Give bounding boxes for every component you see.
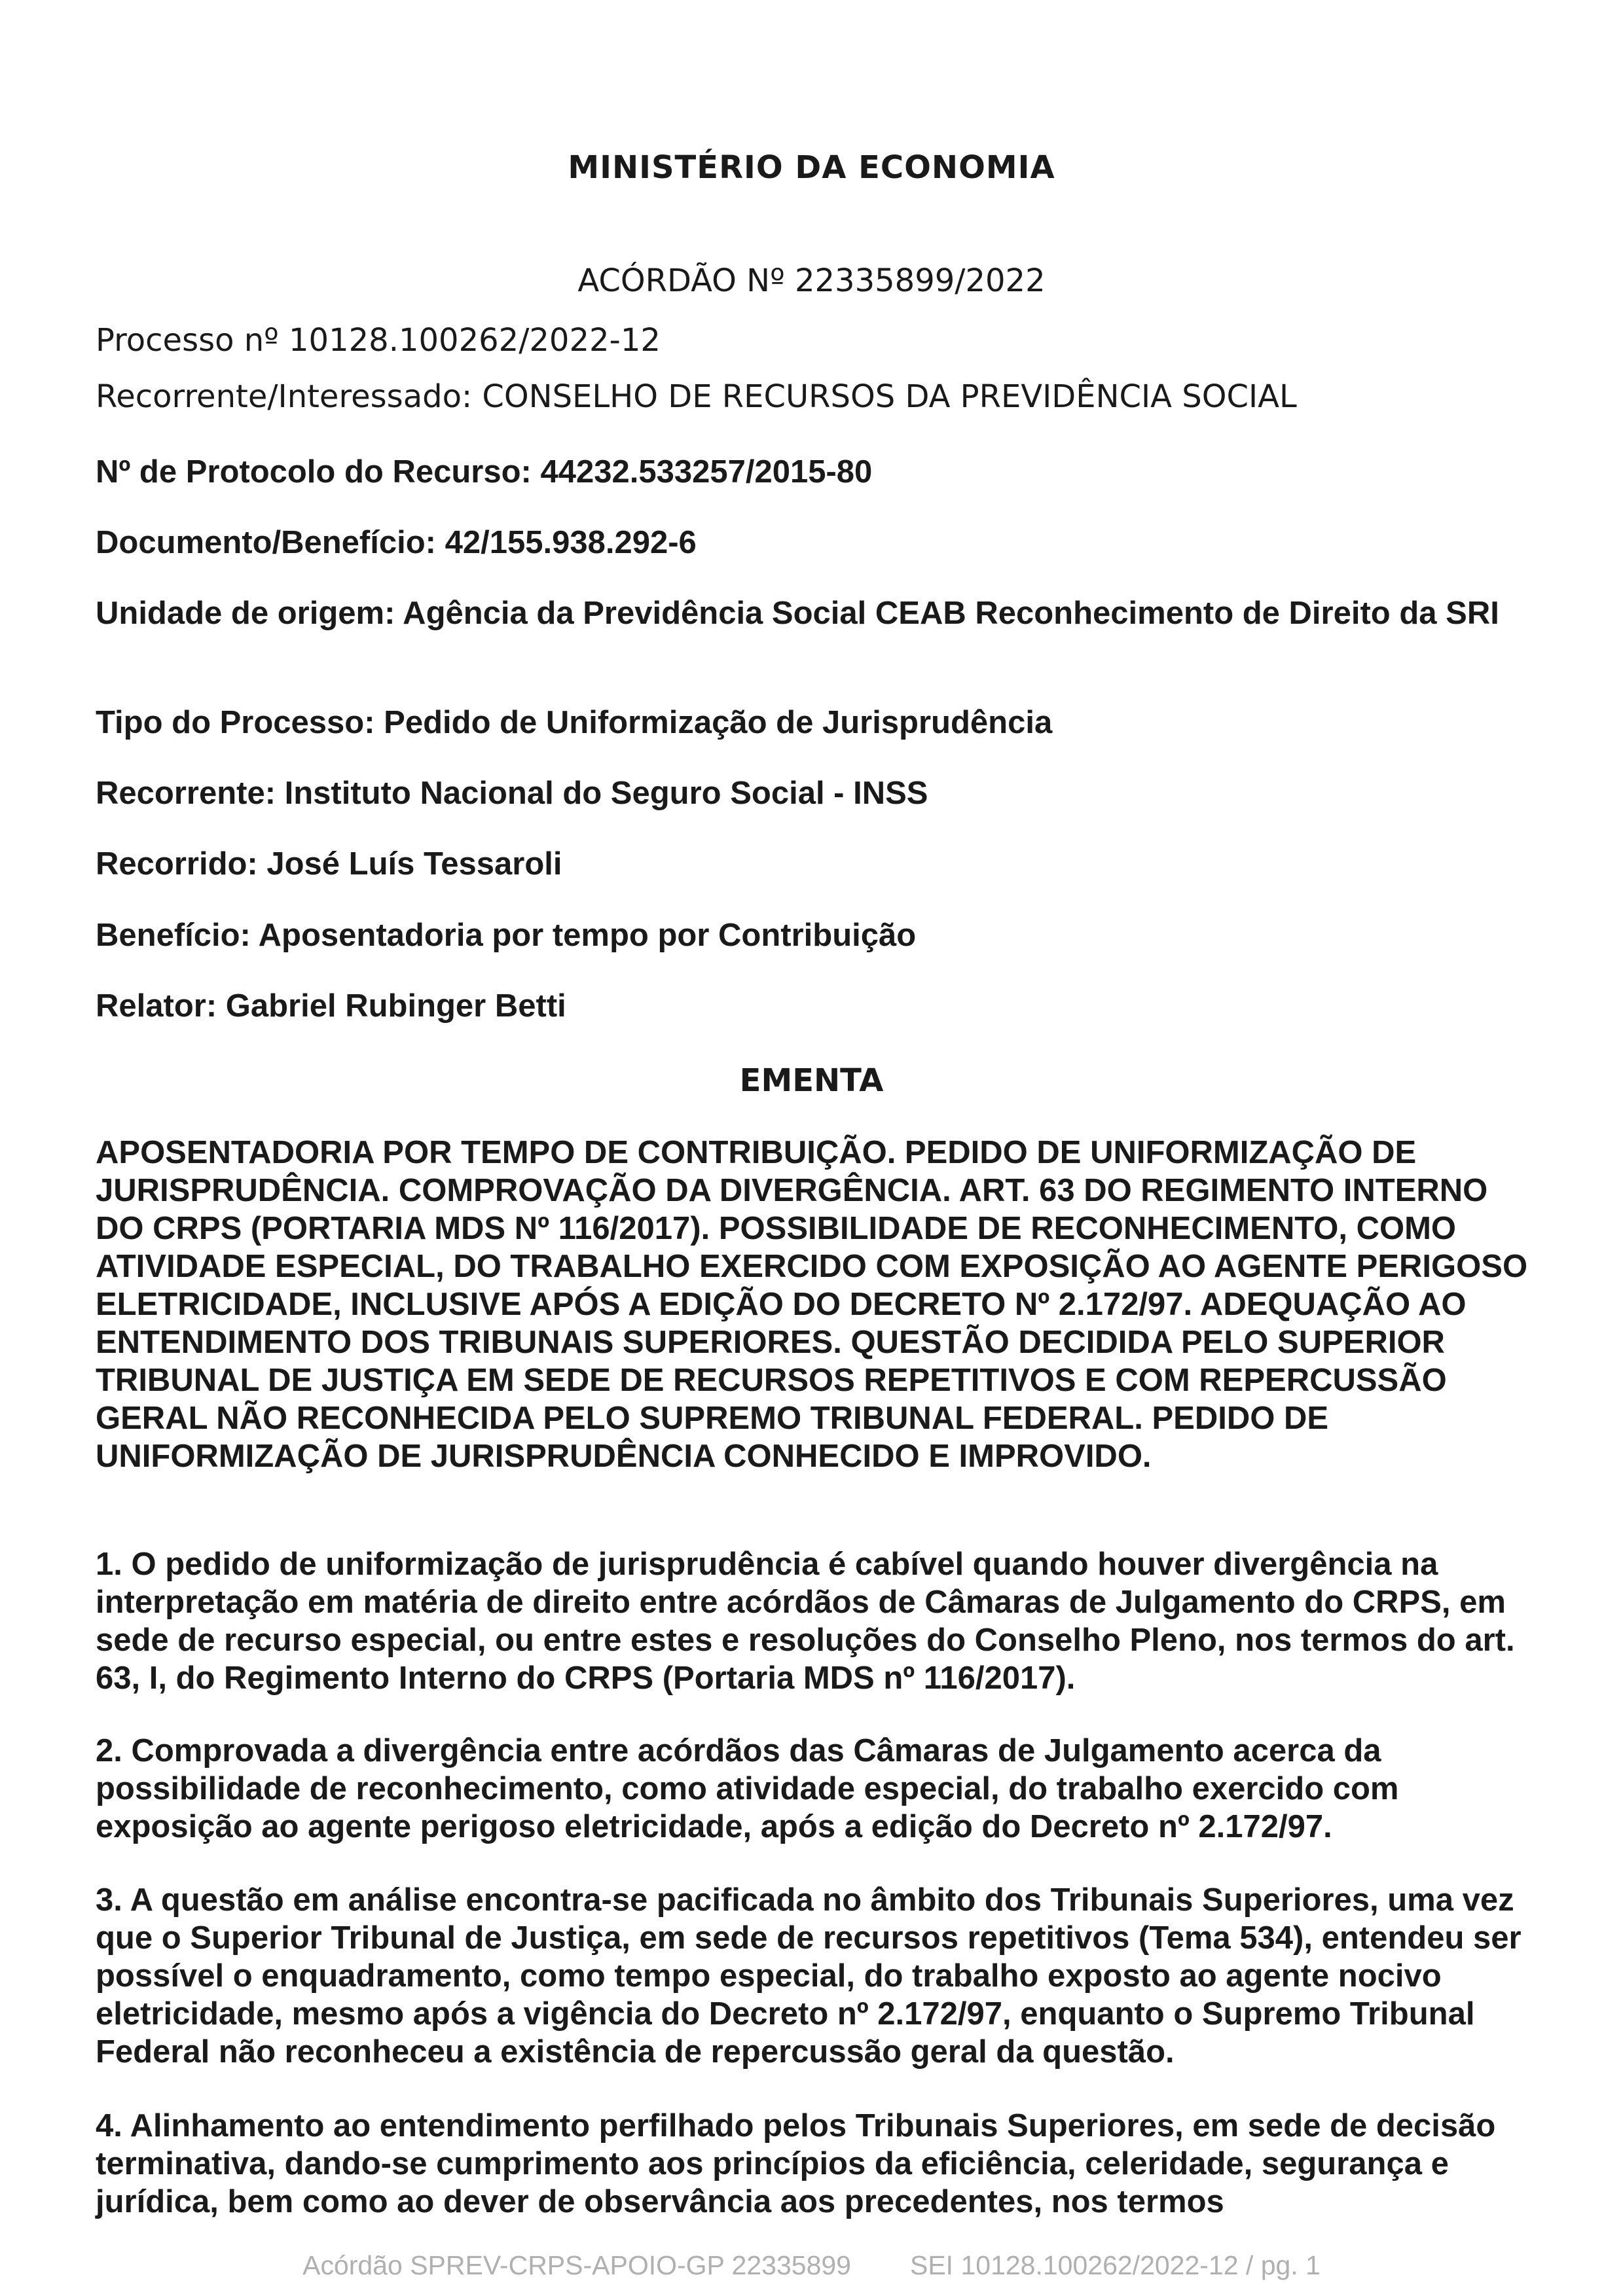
processo-number: Processo nº 10128.100262/2022-12 xyxy=(96,322,661,359)
protocolo-field: Nº de Protocolo do Recurso: 44232.533257/2015-80 xyxy=(96,454,873,490)
unidade-origem-field: Unidade de origem: Agência da Previdência Social CEAB Reconhecimento de Direito da SRI xyxy=(96,596,1499,631)
relator-field: Relator: Gabriel Rubinger Betti xyxy=(96,988,566,1024)
ementa-paragraph-4: 4. Alinhamento ao entendimento perfilhado pelos Tribunais Superiores, em sede de decisão terminativa, dando-se cumprimento aos princípios da eficiência, celeridade, segurança e jurídica, bem como ao dever de observância aos precedentes, nos termos xyxy=(96,2108,1496,2219)
page-footer xyxy=(0,2250,1623,2281)
recorrido-field: Recorrido: José Luís Tessaroli xyxy=(96,846,562,882)
ministry-title: MINISTÉRIO DA ECONOMIA xyxy=(568,149,1055,186)
ementa-paragraph-3: 3. A questão em análise encontra-se pacificada no âmbito dos Tribunais Superiores, uma vez que o Superior Tribunal de Justiça, em sede de recursos repetitivos (Tema 534), entendeu ser possível o enquadramento, como tempo especial, do trabalho exposto ao agente nocivo eletricidade, mesmo após a vigência do Decreto nº 2.172/97, enquanto o Supremo Tribunal Federal não reconheceu a existência de repercussão geral da questão. xyxy=(96,1882,1522,2070)
footer-document-id: Acórdão SPREV-CRPS-APOIO-GP 22335899 xyxy=(302,2250,851,2280)
documento-field: Documento/Benefício: 42/155.938.292-6 xyxy=(96,525,697,560)
ementa-heading: EMENTA xyxy=(739,1062,884,1099)
tipo-processo-field: Tipo do Processo: Pedido de Uniformização de Jurisprudência xyxy=(96,705,1053,740)
ementa-paragraph-2: 2. Comprovada a divergência entre acórdãos das Câmaras de Julgamento acerca da possibilidade de reconhecimento, como atividade especial, do trabalho exercido com exposição ao agente perigoso eletricidade, após a edição do Decreto nº 2.172/97. xyxy=(96,1733,1399,1844)
recorrente-field: Recorrente: Instituto Nacional do Seguro Social - INSS xyxy=(96,776,928,811)
recorrente-interessado: Recorrente/Interessado: CONSELHO DE RECURSOS DA PREVIDÊNCIA SOCIAL xyxy=(96,378,1297,415)
ementa-paragraph-1: 1. O pedido de uniformização de jurisprudência é cabível quando houver divergência na interpretação em matéria de direito entre acórdãos de Câmaras de Julgamento do CRPS, em sede de recurso especial, ou entre estes e resoluções do Conselho Pleno, nos termos do art. 63, I, do Regimento Interno do CRPS (Portaria MDS nº 116/2017). xyxy=(96,1547,1515,1696)
footer-sei-page: SEI 10128.100262/2022-12 / pg. 1 xyxy=(909,2250,1321,2280)
beneficio-field: Benefício: Aposentadoria por tempo por Contribuição xyxy=(96,918,917,953)
ementa-summary: APOSENTADORIA POR TEMPO DE CONTRIBUIÇÃO. PEDIDO DE UNIFORMIZAÇÃO DE JURISPRUDÊNCIA. COMPROVAÇÃO DA DIVERGÊNCIA. ART. 63 DO REGIMENTO INTERNO DO CRPS (PORTARIA MDS Nº 116/2017). POSSIBILIDADE DE RECONHECIMENTO, COMO ATIVIDADE ESPECIAL, DO TRABALHO EXERCIDO COM EXPOSIÇÃO AO AGENTE PERIGOSO ELETRICIDADE, INCLUSIVE APÓS A EDIÇÃO DO DECRETO Nº 2.172/97. ADEQUAÇÃO AO ENTENDIMENTO DOS TRIBUNAIS SUPERIORES. QUESTÃO DECIDIDA PELO SUPERIOR TRIBUNAL DE JUSTIÇA EM SEDE DE RECURSOS REPETITIVOS E COM REPERCUSSÃO GERAL NÃO RECONHECIDA PELO SUPREMO TRIBUNAL FEDERAL. PEDIDO DE UNIFORMIZAÇÃO DE JURISPRUDÊNCIA CONHECIDO E IMPROVIDO. xyxy=(96,1135,1528,1474)
acordao-number: ACÓRDÃO Nº 22335899/2022 xyxy=(577,262,1046,299)
